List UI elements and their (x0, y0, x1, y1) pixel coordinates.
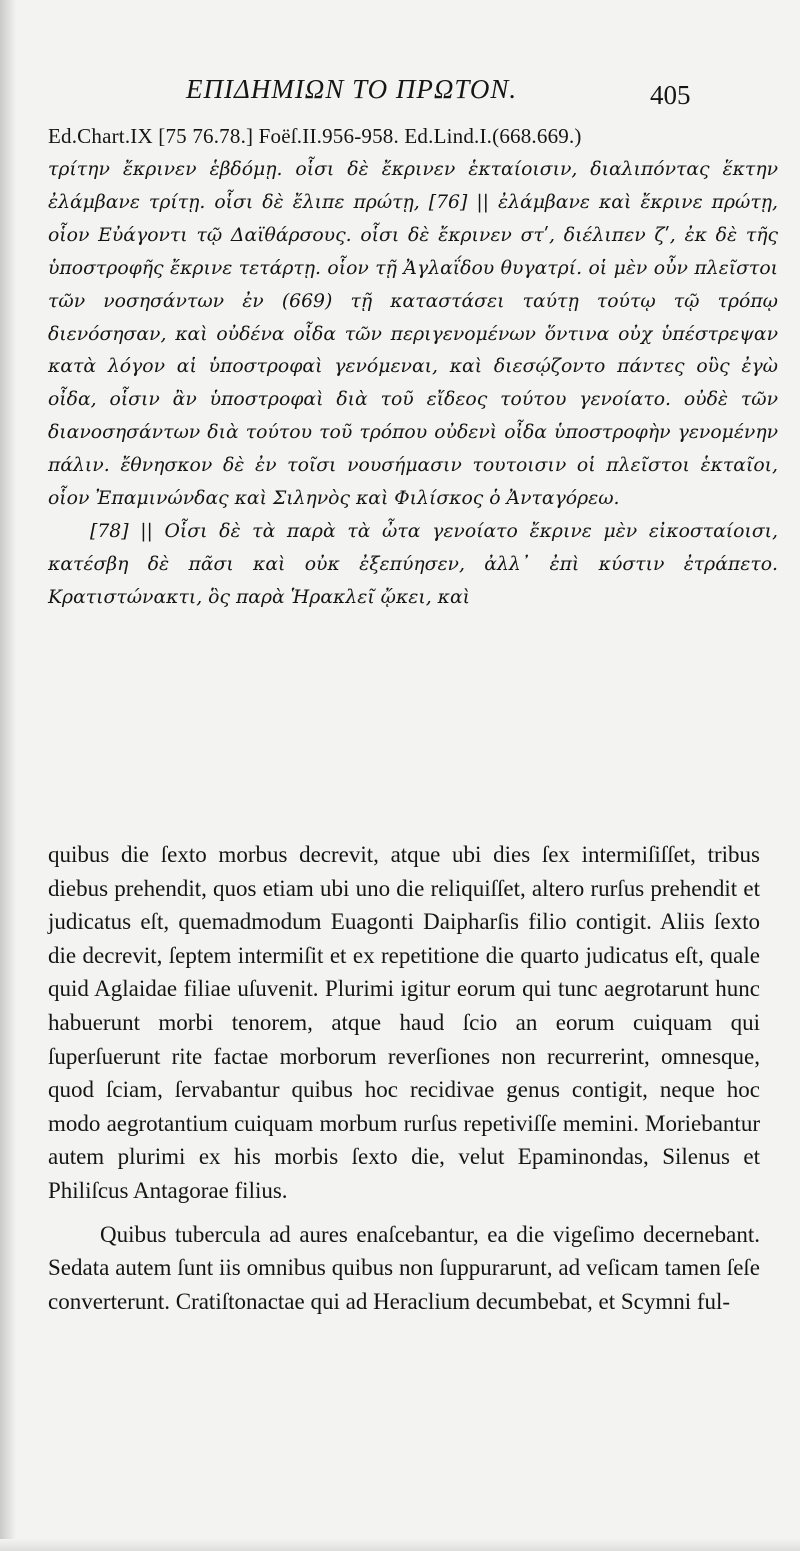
greek-text-block (48, 154, 778, 615)
latin-paragraph: Quibus tubercula ad aures enaſcebantur, ea die vigeſimo decernebant. Sedata autem ſunt iis omnibus quibus non ſuppurarunt, ad veſicam tamen ſeſe converterunt. Cratiſtonactae qui ad Heraclium decumbebat, et Scymni ful- (48, 1221, 760, 1314)
scan-edge-shadow (0, 0, 16, 1551)
greek-paragraph: τρίτην ἔκρινεν ἑβδόμῃ. οἷσι δὲ ἔκρινεν ἑκταίοισιν, διαλιπόντας ἕκτην ἐλάμβανε τρίτῃ. οἷσι δὲ ἔλιπε πρώτῃ, [76] || ἐλάμβανε καὶ ἔκρινε πρώτῃ, οἷον Εὐάγοντι τῷ Δαϊθάρσους. οἷσι δὲ ἔκρινεν στʹ, διέλιπεν ζʹ, ἐκ δὲ τῆς ὑποστροφῆς ἔκρινε τετάρτῃ. οἷον τῇ Ἀγλαΐδου θυγατρί. οἱ μὲν οὖν πλεῖστοι τῶν νοσησάντων ἐν (669) τῇ καταστάσει ταύτῃ τούτῳ τῷ τρόπῳ διενόσησαν, καὶ οὐδένα οἶδα τῶν περιγενομένων ὅντινα οὐχ ὑπέστρεψαν κατὰ λόγον αἱ ὑποστροφαὶ γενόμεναι, καὶ διεσῴζοντο πάντες οὓς ἐγὼ οἶδα, οἷσιν ἂν ὑποστροφαὶ διὰ τοῦ εἴδεος τούτου γενοίατο. οὐδὲ τῶν διανοσησάντων διὰ τούτου τοῦ τρόπου οὐδενὶ οἶδα ὑποστροφὴν γενομένην πάλιν. ἔθνησκον δὲ ἐν τοῖσι νουσήμασιν τουτοισιν οἱ πλεῖστοι ἑκταῖοι, οἷον Ἐπαμινώνδας καὶ Σιληνὸς καὶ Φιλίσκος ὁ Ἀνταγόρεω. (48, 159, 778, 510)
scan-bottom-shadow (0, 1539, 800, 1551)
page-header (0, 74, 800, 114)
edition-references: Ed.Chart.IX [75 76.78.] Foëſ.II.956-958. Ed.Lind.I.(668.669.) (48, 124, 582, 148)
running-title: ΕΠΙΔΗΜΙΩΝ ΤΟ ΠΡΩΤΟΝ. (186, 74, 518, 104)
latin-translation-block (48, 838, 760, 1318)
latin-paragraph: quibus die ſexto morbus decrevit, atque ubi dies ſex intermiſiſſet, tribus diebus prehendit, quos etiam ubi uno die reliquiſſet, altero rurſus prehendit et judicatus eſt, quemadmodum Euagonti Daipharſis filio contigit. Aliis ſexto die decrevit, ſeptem intermiſit et ex repetitione die quarto judicatus eſt, quale quid Aglaidae filiae uſuvenit. Plurimi igitur eorum qui tunc aegrotarunt hunc habuerunt morbi tenorem, atque haud ſcio an eorum cuiquam qui ſuperſuerunt rite factae morborum reverſiones non recurrerint, omnesque, quod ſciam, ſervabantur quibus hoc recidivae genus contigit, neque hoc modo aegrotantium cuiquam morbum rurſus repetiviſſe memini. Moriebantur autem plurimi ex his morbis ſexto die, velut Epaminondas, Silenus et Philiſcus Antagorae filius. (48, 842, 760, 1203)
page-number: 405 (650, 80, 691, 110)
greek-paragraph: [78] || Οἷσι δὲ τὰ παρὰ τὰ ὦτα γενοίατο ἔκρινε μὲν εἰκοσταίοισι, κατέσβη δὲ πᾶσι καὶ οὐκ ἐξεπύησεν, ἀλλ᾽ ἐπὶ κύστιν ἐτράπετο. Κρατιστώνακτι, ὃς παρὰ Ἡρακλεῖ ᾤκει, καὶ (48, 520, 778, 608)
